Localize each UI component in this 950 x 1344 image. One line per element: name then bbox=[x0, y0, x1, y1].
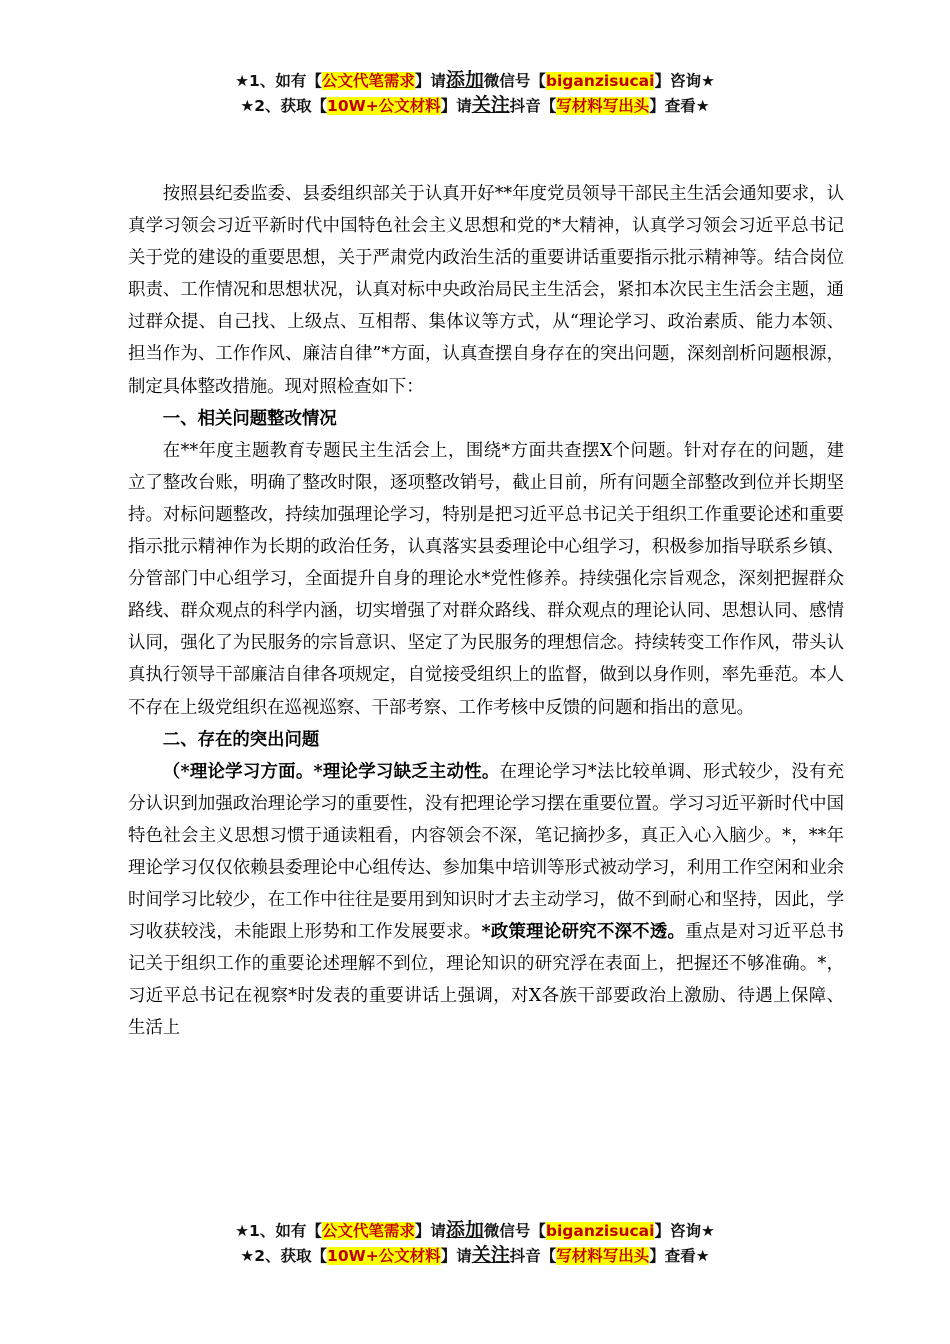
promo-highlight-wechat-id: biganzisucai bbox=[545, 1222, 655, 1240]
promo-emphasis: 添加 bbox=[445, 1219, 484, 1241]
promo-highlight: 公文代笔需求 bbox=[321, 1222, 415, 1240]
promo-highlight-douyin: 写材料写出头 bbox=[556, 97, 650, 115]
promo-text: ★1、如有【 bbox=[235, 72, 322, 90]
promo-text: ★2、获取【 bbox=[240, 97, 328, 115]
promo-text: 】请 bbox=[414, 1222, 446, 1240]
promo-line-1 bbox=[0, 1218, 950, 1243]
promo-text: ★2、获取【 bbox=[240, 1247, 328, 1265]
promo-text: 】查看★ bbox=[649, 1247, 710, 1265]
document-body bbox=[128, 178, 844, 1045]
section-1-paragraph: 在**年度主题教育专题民主生活会上，围绕*方面共查摆X个问题。针对存在的问题，建立了整改台账，明确了整改时限，逐项整改销号，截止目前，所有问题全部整改到位并长期坚持。对标问题整改，持续加强理论学习，特别是把习近平总书记关于组织工作重要论述和重要指示批示精神作为长期的政治任务，认真落实县委理论中心组学习，积极参加指导联系乡镇、分管部门中心组学习，全面提升自身的理论水*党性修养。持续强化宗旨观念，深刻把握群众路线、群众观点的科学内涵，切实增强了对群众路线、群众观点的理论认同、思想认同、感情认同，强化了为民服务的宗旨意识、坚定了为民服务的理想信念。持续转变工作作风，带头认真执行领导干部廉洁自律各项规定，自觉接受组织上的监督，做到以身作则，率先垂范。本人不存在上级党组织在巡视巡察、干部考察、工作考核中反馈的问题和指出的意见。 bbox=[128, 440, 844, 718]
promo-highlight: 公文代笔需求 bbox=[321, 72, 415, 90]
promo-text: 】请 bbox=[440, 1247, 472, 1265]
section-heading-1: 一、相关问题整改情况 bbox=[162, 408, 337, 429]
section-heading-2: 二、存在的突出问题 bbox=[162, 729, 320, 750]
promo-highlight: 10W+公文材料 bbox=[327, 97, 441, 115]
promo-highlight: 10W+公文材料 bbox=[327, 1247, 441, 1265]
section-2-paragraph bbox=[128, 756, 844, 1045]
promo-line-2 bbox=[0, 93, 950, 118]
bold-lead-1: （*理论学习方面。*理论学习缺乏主动性。 bbox=[162, 761, 500, 782]
promo-emphasis: 关注 bbox=[471, 1244, 510, 1266]
promo-text: 抖音【 bbox=[509, 1247, 557, 1265]
promo-banner-top bbox=[0, 68, 950, 118]
promo-highlight-wechat-id: biganzisucai bbox=[545, 72, 655, 90]
promo-text: 】咨询★ bbox=[654, 72, 715, 90]
promo-emphasis: 关注 bbox=[471, 94, 510, 116]
promo-text: 】请 bbox=[440, 97, 472, 115]
promo-line-1 bbox=[0, 68, 950, 93]
promo-text: 】请 bbox=[414, 72, 446, 90]
promo-text: 】咨询★ bbox=[654, 1222, 715, 1240]
paragraph-text: 重点是对习近平总书记关于组织工作的重要论述理解不到位，理论知识的研究浮在表面上，把握还不够准确。*，习近平总书记在视察*时发表的重要讲话上强调，对X各族干部要政治上激励、待遇上保障、生活上 bbox=[128, 922, 844, 1039]
promo-text: 微信号【 bbox=[483, 72, 546, 90]
promo-emphasis: 添加 bbox=[445, 69, 484, 91]
promo-line-2 bbox=[0, 1243, 950, 1268]
promo-text: 】查看★ bbox=[649, 97, 710, 115]
promo-text: ★1、如有【 bbox=[235, 1222, 322, 1240]
promo-banner-bottom bbox=[0, 1218, 950, 1268]
promo-text: 微信号【 bbox=[483, 1222, 546, 1240]
promo-text: 抖音【 bbox=[509, 97, 557, 115]
intro-paragraph: 按照县纪委监委、县委组织部关于认真开好**年度党员领导干部民主生活会通知要求，认真学习领会习近平新时代中国特色社会主义思想和党的*大精神，认真学习领会习近平总书记关于党的建设的重要思想，关于严肃党内政治生活的重要讲话重要指示批示精神等。结合岗位职责、工作情况和思想状况，认真对标中央政治局民主生活会，紧扣本次民主生活会主题，通过群众提、自己找、上级点、互相帮、集体议等方式，从“理论学习、政治素质、能力本领、担当作为、工作作风、廉洁自律”*方面，认真查摆自身存在的突出问题，深刻剖析问题根源，制定具体整改措施。现对照检查如下： bbox=[128, 184, 844, 397]
paragraph-text: 在理论学习*法比较单调、形式较少，没有充分认识到加强政治理论学习的重要性，没有把理论学习摆在重要位置。学习习近平新时代中国特色社会主义思想习惯于通读粗看，内容领会不深，笔记摘抄多，真正入心入脑少。*，**年理论学习仅仅依赖县委理论中心组传达、参加集中培训等形式被动学习，利用工作空闲和业余时间学习比较少，在工作中往往是要用到知识时才去主动学习，做不到耐心和坚持，因此，学习收获较浅，未能跟上形势和工作发展要求。 bbox=[128, 761, 844, 943]
promo-highlight-douyin: 写材料写出头 bbox=[556, 1247, 650, 1265]
bold-lead-2: *政策理论研究不深不透。 bbox=[481, 922, 686, 943]
